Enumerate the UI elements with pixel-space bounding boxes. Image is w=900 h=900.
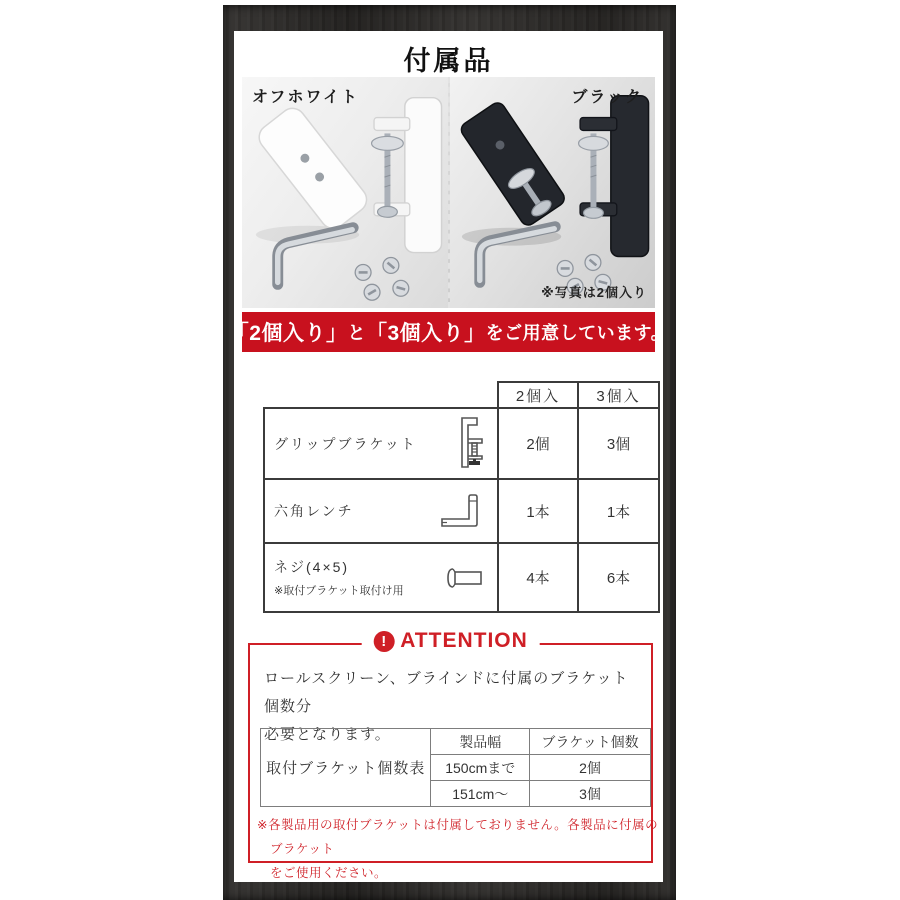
photo-note: ※写真は2個入り [541, 285, 647, 300]
value-cell: 4本 [498, 543, 578, 612]
banner-suffix-text: をご用意しています。 [485, 323, 670, 343]
row-label: ネジ(4×5) [274, 559, 350, 575]
black-hardware-illustration [450, 77, 656, 308]
photo-black [448, 77, 656, 308]
col-header-3pack: 3個入 [578, 382, 659, 408]
photo-label-black: ブラック [571, 89, 643, 106]
row-label: グリップブラケット [274, 435, 417, 452]
bracket-count-table [260, 725, 651, 807]
value-cell: 6本 [578, 543, 659, 612]
bracket-table-title: 取付ブラケット個数表 [261, 729, 431, 807]
count-cell: 3個 [530, 781, 651, 807]
contents-table [263, 381, 660, 613]
contents-table-header-row [264, 382, 659, 408]
photo-offwhite [242, 77, 448, 308]
attention-body-line2: 必要となります。 [264, 725, 391, 743]
width-cell: 150cmまで [431, 755, 530, 781]
row-label: 六角レンチ [274, 503, 354, 519]
bracket-table-header-row [261, 729, 651, 755]
attention-box [248, 629, 659, 880]
width-cell: 151cm〜 [431, 781, 530, 807]
screw-icon [445, 567, 485, 589]
attention-title-text: ATTENTION [400, 629, 528, 652]
value-cell: 3個 [578, 408, 659, 479]
grip-bracket-icon [455, 415, 485, 473]
banner-and-text: と [347, 323, 366, 343]
table-row-grip-bracket [264, 408, 659, 479]
col-header-count: ブラケット個数 [530, 729, 651, 755]
attention-title [361, 629, 540, 653]
banner-pack2-text: 「2個入り」 [227, 322, 348, 345]
table-row-screw [264, 543, 659, 612]
availability-banner [227, 312, 670, 352]
attention-note-line2: をご使用ください。 [270, 865, 388, 880]
photo-label-offwhite: オフホワイト [252, 89, 360, 106]
exclamation-icon: ! [373, 631, 394, 652]
attention-body-line1: ロールスクリーン、ブラインドに付属のブラケット個数分 [264, 670, 629, 715]
hex-wrench-icon [439, 491, 485, 531]
value-cell: 2個 [498, 408, 578, 479]
offwhite-hardware-illustration [242, 77, 448, 308]
value-cell: 1本 [578, 479, 659, 543]
banner-pack3-text: 「3個入り」 [365, 322, 486, 345]
col-header-width: 製品幅 [431, 729, 530, 755]
content-panel [227, 31, 670, 882]
value-cell: 1本 [498, 479, 578, 543]
header-empty-cell [264, 382, 498, 408]
row-sub-note: ※取付ブラケット取付け用 [274, 585, 404, 597]
col-header-2pack: 2個入 [498, 382, 578, 408]
attention-note-line1: ※各製品用の取付ブラケットは付属しておりません。各製品に付属のブラケット [257, 818, 659, 856]
table-row-hex-wrench [264, 479, 659, 543]
attention-note [257, 814, 662, 885]
page-title: 付属品 [403, 46, 494, 76]
count-cell: 2個 [530, 755, 651, 781]
product-photos [242, 77, 655, 308]
